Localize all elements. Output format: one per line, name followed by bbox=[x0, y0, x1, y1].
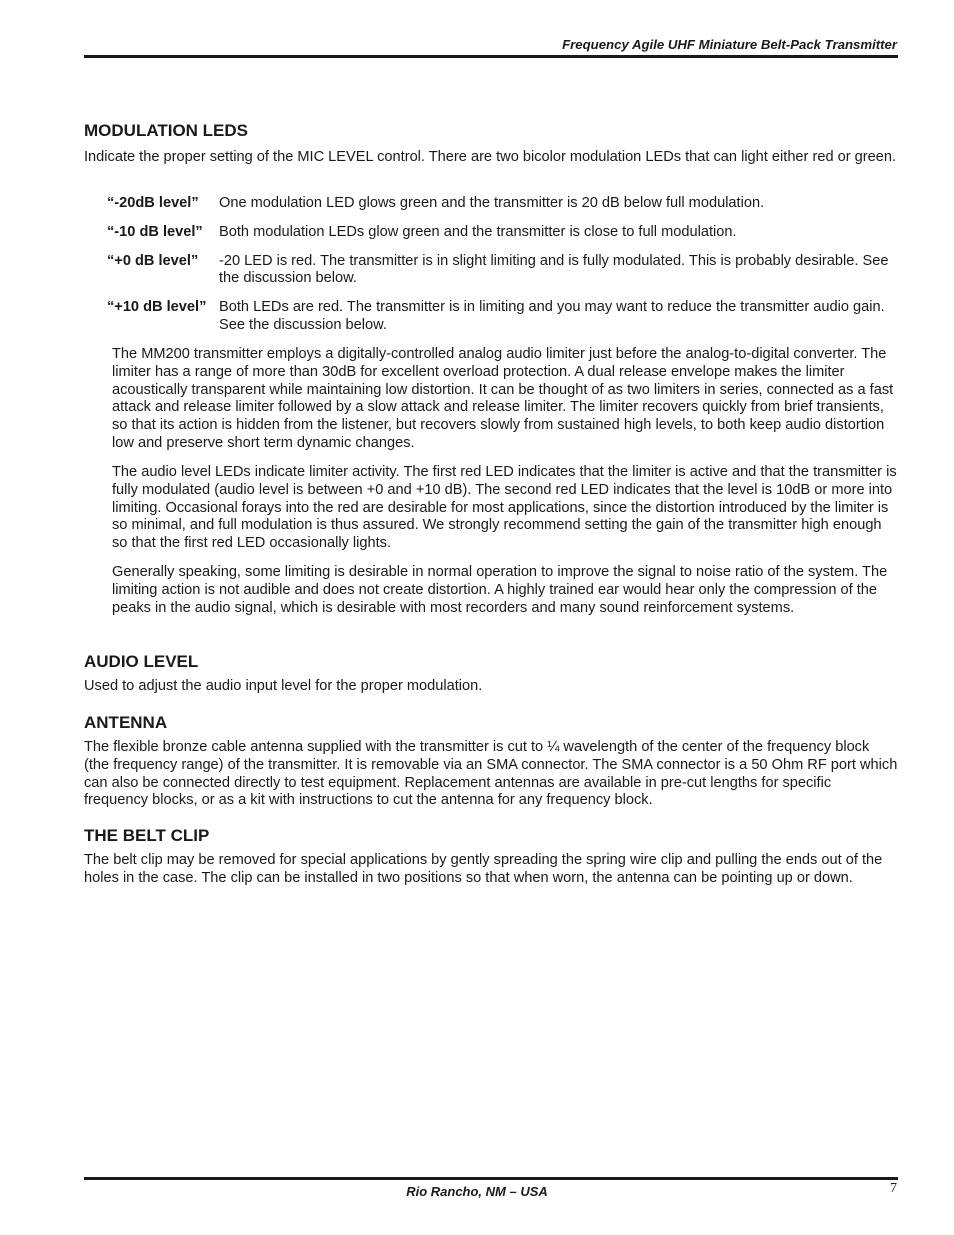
limiter-paragraph: The MM200 transmitter employs a digitally-controlled analog audio limiter just before the analog-to-digital converter. The limiter has a range of more than 30dB for excellent overload protection. A dual release envelope makes the limiter acoustically transparent while maintaining low distortion. It can be thought of as two limiters in series, connected as a fast attack and release limiter followed by a slow attack and release limiter. The limiter recovers quickly from brief transients, so that its action is hidden from the listener, but recovers slowly from sustained high levels, to both keep audio distortion low and preserve short term dynamic changes. bbox=[112, 346, 894, 451]
led-level-label: “+10 dB level” bbox=[107, 299, 207, 316]
audio-level-text: Used to adjust the audio input level for the proper modulation. bbox=[84, 678, 483, 694]
led-level-row bbox=[107, 195, 899, 213]
led-level-label: “-10 dB level” bbox=[107, 223, 203, 240]
belt-clip-section bbox=[84, 826, 898, 888]
led-level-row bbox=[107, 299, 899, 335]
led-level-description: Both LEDs are red. The transmitter is in limiting and you may want to reduce the transmitter audio gain. See the discussion below. bbox=[219, 299, 885, 333]
belt-clip-heading: THE BELT CLIP bbox=[84, 826, 210, 845]
audio-level-heading: AUDIO LEVEL bbox=[84, 652, 199, 671]
led-level-description: One modulation LED glows green and the transmitter is 20 dB below full modulation. bbox=[219, 195, 765, 211]
modulation-heading: MODULATION LEDS bbox=[84, 121, 249, 140]
modulation-intro: Indicate the proper setting of the MIC LEVEL control. There are two bicolor modulation LEDs that can light either red or green. bbox=[84, 149, 897, 165]
footer-location: Rio Rancho, NM – USA bbox=[406, 1184, 548, 1199]
belt-clip-text: The belt clip may be removed for special applications by gently spreading the spring wire clip and pulling the ends out of the holes in the case. The clip can be installed in two positions so that when worn, the antenna can be pointing up or down. bbox=[84, 852, 883, 886]
header-rule bbox=[84, 55, 898, 58]
limiting-paragraph: Generally speaking, some limiting is desirable in normal operation to improve the signal to noise ratio of the system. The limiting action is not audible and does not create distortion. A highly trained ear would hear only the compression of the peaks in the audio signal, which is desirable with most recorders and many sound reinforcement systems. bbox=[112, 564, 888, 616]
antenna-text: The flexible bronze cable antenna supplied with the transmitter is cut to ¼ wavelength of the center of the frequency block (the frequency range) of the transmitter. It is removable via an SMA connector. The SMA connector is a 50 Ohm RF port which can also be connected directly to test equipment. Replacement antennas are available in pre-cut lengths for specific frequency blocks, or as a kit with instructions to cut the antenna for any frequency block. bbox=[84, 739, 898, 809]
modulation-section bbox=[84, 121, 898, 167]
led-level-row bbox=[107, 224, 899, 242]
led-activity-paragraph: The audio level LEDs indicate limiter activity. The first red LED indicates that the limiter is active and that the transmitter is fully modulated (audio level is between +0 and +10 dB). The second red LED indicates that the level is 10dB or more into limiting. Occasional forays into the red are desirable for most applications, since the distortion introduced by the limiter is so minimal, and full modulation is thus assured. We strongly recommend setting the gain of the transmitter high enough so that the first red LED occasionally lights. bbox=[112, 464, 897, 552]
led-level-row bbox=[107, 253, 899, 289]
led-level-label: “-20dB level” bbox=[107, 195, 199, 211]
antenna-heading: ANTENNA bbox=[84, 713, 168, 732]
running-header: Frequency Agile UHF Miniature Belt-Pack Transmitter bbox=[562, 37, 897, 52]
antenna-section bbox=[84, 713, 898, 810]
footer-rule bbox=[84, 1177, 898, 1180]
led-level-description: Both modulation LEDs glow green and the transmitter is close to full modulation. bbox=[219, 223, 737, 240]
page-number: 7 bbox=[890, 1181, 897, 1196]
led-level-description: -20 LED is red. The transmitter is in slight limiting and is fully modulated. This is probably desirable. See the discussion below. bbox=[219, 252, 889, 287]
audio-level-section bbox=[84, 652, 898, 696]
led-level-list bbox=[107, 195, 899, 335]
led-level-label: “+0 dB level” bbox=[107, 252, 199, 269]
